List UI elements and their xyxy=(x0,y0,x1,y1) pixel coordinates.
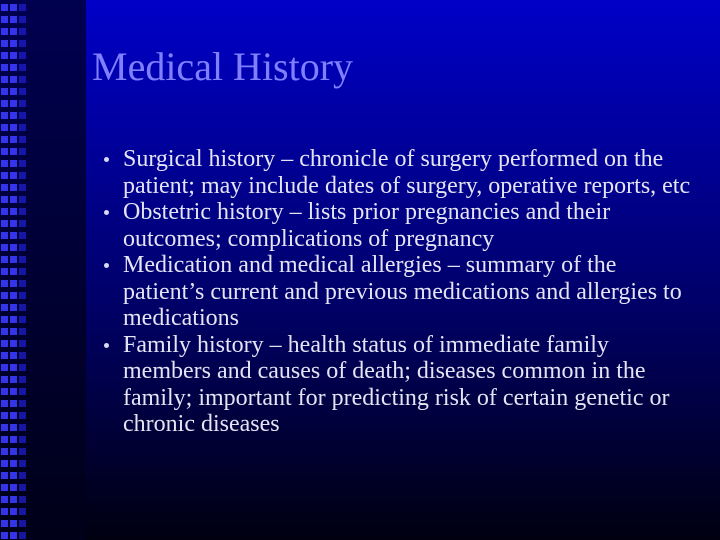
bullet-item-obstetric-history xyxy=(92,199,698,252)
bullet-item-medication-allergies xyxy=(92,252,698,332)
bullet-dot-icon xyxy=(104,210,109,215)
bullet-item-surgical-history xyxy=(92,146,698,199)
bullet-text: Obstetric history – lists prior pregnancies and their outcomes; complications of pregnancy xyxy=(123,199,611,252)
decorative-squares-pattern xyxy=(0,0,18,540)
bullet-dot-icon xyxy=(104,263,109,268)
bullet-dot-icon xyxy=(104,157,109,162)
slide-title: Medical History xyxy=(92,44,354,89)
bullet-list xyxy=(92,146,698,438)
decorative-squares-pattern-inner xyxy=(18,0,27,540)
bullet-dot-icon xyxy=(104,343,109,348)
bullet-text: Medication and medical allergies – summary of the patient’s current and previous medications and allergies to medications xyxy=(123,252,682,331)
bullet-text: Surgical history – chronicle of surgery performed on the patient; may include dates of surgery, operative reports, etc xyxy=(123,146,691,199)
left-decorative-strip xyxy=(0,0,86,540)
bullet-item-family-history xyxy=(92,332,698,438)
bullet-text: Family history – health status of immediate family members and causes of death; diseases common in the family; important for predicting risk of certain genetic or chronic diseases xyxy=(123,331,670,437)
